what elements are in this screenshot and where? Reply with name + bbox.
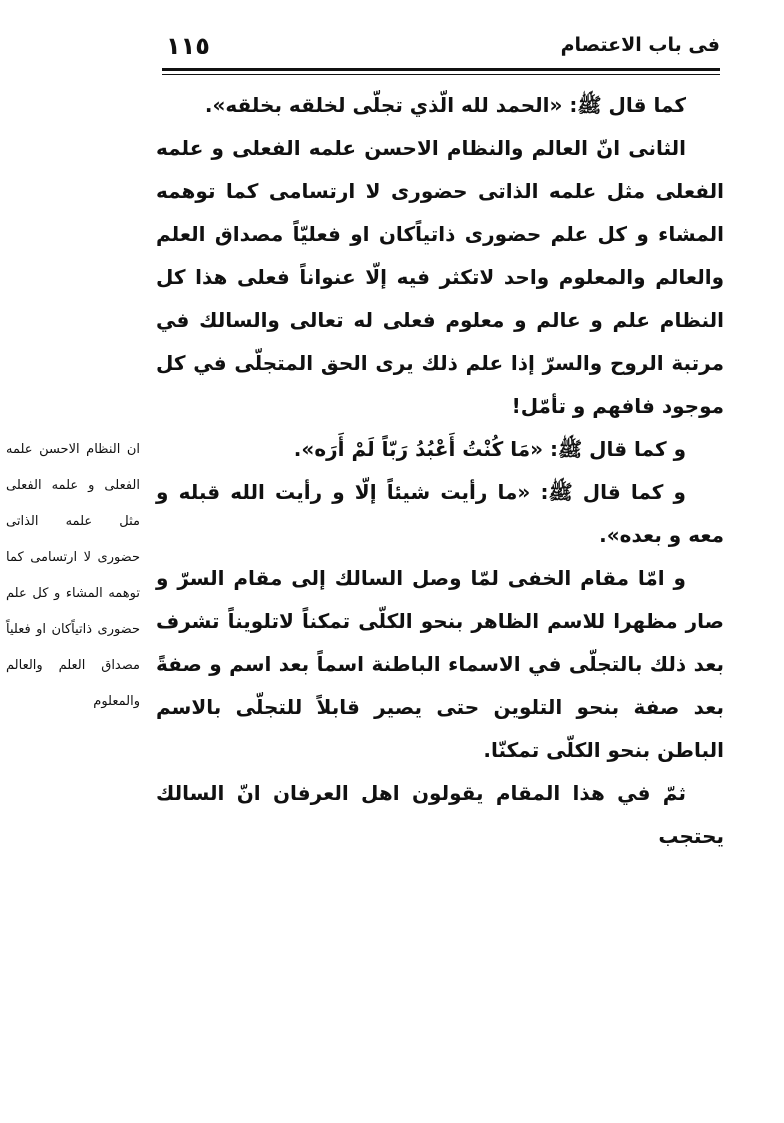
paragraph-4-intro: و کما قال ﷺ: (530, 480, 686, 504)
main-text (156, 84, 724, 858)
header-rule-thick (162, 68, 720, 71)
header-rule-thin (162, 74, 720, 75)
margin-note: ان النظام الاحسن علمه الفعلی و علمه الفعلی مثل علمه الذاتی حضوری لا ارتسامی کما توهمه المشاء و کل علم حضوری ذاتیاًکان او فعلیاً مصداق العلم والعالم والمعلوم (6, 442, 140, 709)
paragraph-3-intro: و کما قال ﷺ: (543, 437, 686, 461)
paragraph-6: ثمّ في هذا المقام یقولون اهل العرفان انّ السالك یحتجب (156, 781, 724, 848)
hadith-quote-1: «الحمد لله الّذي تجلّی لخلقه بخلقه». (204, 93, 563, 117)
paragraph-2: الثانی انّ العالم والنظام الاحسن علمه الفعلی و علمه الفعلی مثل علمه الذاتی حضوری لا ارتسامی کما توهمه المشاء و کل علم حضوری ذاتیاًکان او فعلیّاً مصداق العلم والعالم والمعلوم واحد لاتکثر فیه إلّا عنواناً فعلی هذا کل النظام علم و عالم و معلوم فعلی له تعالی والسالك في مرتبة الروح والسرّ إذا علم ذلك یری الحق المتجلّی في کل موجود فافهم و تأمّل! (156, 136, 724, 418)
hadith-quote-2: «مَا کُنْتُ أَعْبُدُ رَبّاً لَمْ أَرَه». (293, 437, 544, 461)
paragraph-1 (156, 84, 724, 127)
paragraph-3 (156, 428, 724, 471)
paragraph-4 (156, 471, 724, 557)
page-header (164, 34, 720, 70)
paragraph-5: و امّا مقام الخفی لمّا وصل السالك إلی مقام السرّ و صار مظهرا للاسم الظاهر بنحو الکلّی تمکناً لاتلویناً تشرف بعد ذلك بالتجلّی في الاسماء الباطنة اسماً بعد اسم و صفةً بعد صفة بنحو التلوین حتی یصیر قابلاً للتجلّی بالاسم الباطن بنحو الکلّی تمکنّا. (156, 566, 724, 762)
running-title: فی باب الاعتصام (560, 34, 720, 56)
hadith-quote-3: «ما رأیت شیئاً إلّا و رأیت الله قبله و معه و بعده». (156, 480, 724, 547)
page-number: ١١٥ (166, 32, 210, 60)
paragraph-1-intro: کما قال ﷺ: (562, 93, 686, 117)
